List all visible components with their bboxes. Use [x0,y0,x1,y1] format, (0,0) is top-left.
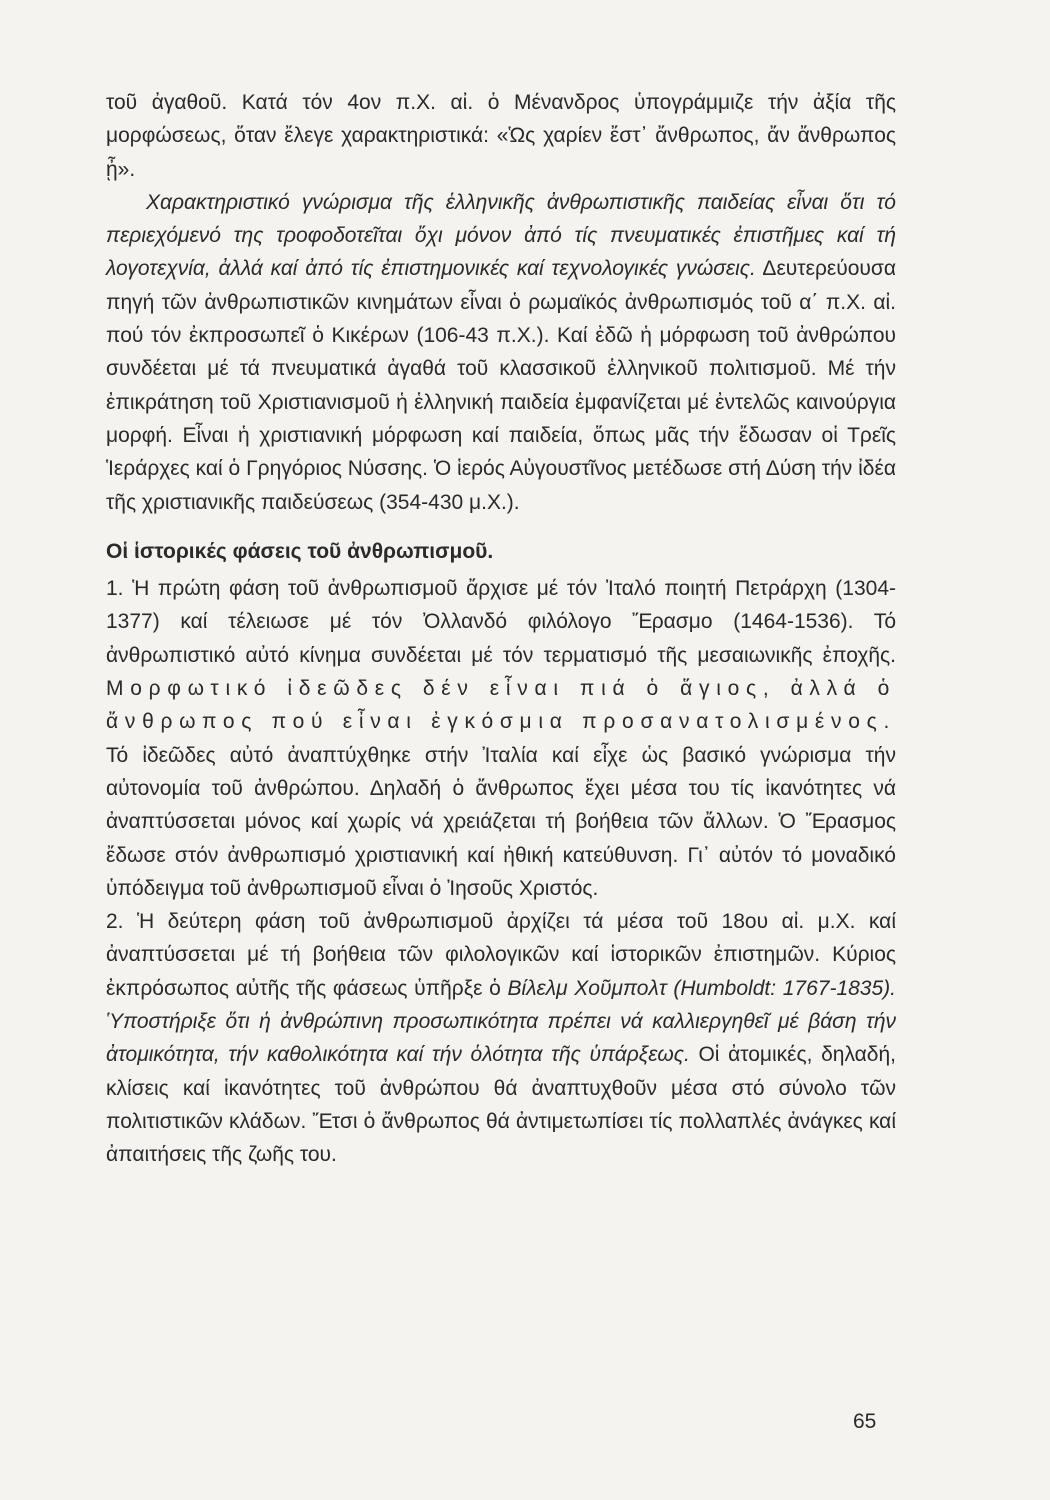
list-item-2-italic: Βίλελμ Χοῦμπολτ (Humboldt: 1767-1835). Ὑποστήριξε ὅτι ἡ ἀνθρώπινη προσωπικότητα πρέπει νά καλλιεργηθεῖ μέ βάση τήν ἀτομικότητα, τήν καθολικότητα καί τήν ὁλότητα τῆς ὑπάρξεως. [106,976,896,1067]
list-item-1-spaced: Μορφωτικό ἰδεῶδες δέν εἶναι πιά ὁ ἅγιος, ἀλλά ὁ ἄνθρωπος πού εἶναι ἐγκόσμια προσανατολισμένος. [106,677,896,734]
paragraph-2 [106,186,896,519]
list-item-2 [106,905,896,1171]
list-item-1-text-b: Τό ἰδεῶδες αὐτό ἀναπτύχθηκε στήν Ἰταλία καί εἶχε ὡς βασικό γνώρισμα τήν αὐτονομία τοῦ ἀνθρώπου. Δηλαδή ὁ ἄνθρωπος ἔχει μέσα του τίς ἱκανότητες νά ἀναπτύσσεται μόνος καί χωρίς νά χρειάζεται τή βοήθεια τῶν ἄλλων. Ὁ Ἔρασμος ἔδωσε στόν ἀνθρωπισμό χριστιανική καί ἠθική κατεύθυνση. Γι᾽ αὐτόν τό μοναδικό ὑπόδειγμα τοῦ ἀνθρωπισμοῦ εἶναι ὁ Ἰησοῦς Χριστός. [106,743,896,900]
list-item-2-text-b: Οἱ ἀτομικές, δηλαδή, κλίσεις καί ἱκανότητες τοῦ ἀνθρώπου θά ἀναπτυχθοῦν μέσα στό σύνολο τῶν πολιτιστικῶν κλάδων. Ἔτσι ὁ ἄνθρωπος θά ἀντιμετωπίσει τίς πολλαπλές ἀνάγκες καί ἀπαιτήσεις τῆς ζωῆς του. [106,1043,896,1167]
section-title: Οἱ ἱστορικές φάσεις τοῦ ἀνθρωπισμοῦ. [106,539,494,563]
paragraph-1-text: τοῦ ἀγαθοῦ. Κατά τόν 4ον π.Χ. αἰ. ὁ Μένανδρος ὑπογράμμιζε τήν ἀξία τῆς μορφώσεως, ὅταν ἔλεγε χαρακτηριστικά: «Ὡς χαρίεν ἔστ᾽ ἄνθρωπος, ἄν ἄνθρωπος ᾖ». [106,91,896,181]
paragraph-1 [106,86,896,186]
list-item-1-text-a: 1. Ἡ πρώτη φάση τοῦ ἀνθρωπισμοῦ ἄρχισε μέ τόν Ἰταλό ποιητή Πετράρχη (1304-1377) καί τέλειωσε μέ τόν Ὀλλανδό φιλόλογο Ἔρασμο (1464-1536). Τό ἀνθρωπιστικό αὐτό κίνημα συνδέεται μέ τόν τερματισμό τῆς μεσαιωνικῆς ἐποχῆς. [106,577,896,667]
list-item-1 [106,572,896,905]
page-body [106,86,896,1172]
page-number: 65 [853,1410,877,1433]
list-item-2-text-a: 2. Ἡ δεύτερη φάση τοῦ ἀνθρωπισμοῦ ἀρχίζει τά μέσα τοῦ 18ου αἰ. μ.Χ. καί ἀναπτύσσεται μέ τή βοήθεια τῶν φιλολογικῶν καί ἱστορικῶν ἐπιστημῶν. Κύριος ἐκπρόσωπος αὐτῆς τῆς φάσεως ὑπῆρξε ὁ [106,910,896,1000]
paragraph-2-text: Δευτερεύουσα πηγή τῶν ἀνθρωπιστικῶν κινημάτων εἶναι ὁ ρωμαϊκός ἀνθρωπισμός τοῦ α΄ π.Χ. αἰ. πού τόν ἐκπροσωπεῖ ὁ Κικέρων (106-43 π.Χ.). Καί ἐδῶ ἡ μόρφωση τοῦ ἀνθρώπου συνδέεται μέ τά πνευματικά ἀγαθά τοῦ κλασσικοῦ ἑλληνικοῦ πολιτισμοῦ. Μέ τήν ἐπικράτηση τοῦ Χριστιανισμοῦ ἡ ἑλληνική παιδεία ἐμφανίζεται μέ ἐντελῶς καινούργια μορφή. Εἶναι ἡ χριστιανική μόρφωση καί παιδεία, ὅπως μᾶς τήν ἔδωσαν οἱ Τρεῖς Ἱεράρχες καί ὁ Γρηγόριος Νύσσης. Ὁ ἱερός Αὐγουστῖνος μετέδωσε στή Δύση τήν ἰδέα τῆς χριστιανικῆς παιδεύσεως (354-430 μ.Χ.). [106,257,896,514]
paragraph-2-italic: Χαρακτηριστικό γνώρισμα τῆς ἑλληνικῆς ἀνθρωπιστικῆς παιδείας εἶναι ὅτι τό περιεχόμενό της τροφοδοτεῖται ὄχι μόνον ἀπό τίς πνευματικές ἐπιστῆμες καί τή λογοτεχνία, ἀλλά καί ἀπό τίς ἐπιστημονικές καί τεχνολογικές γνώσεις. [106,190,896,281]
